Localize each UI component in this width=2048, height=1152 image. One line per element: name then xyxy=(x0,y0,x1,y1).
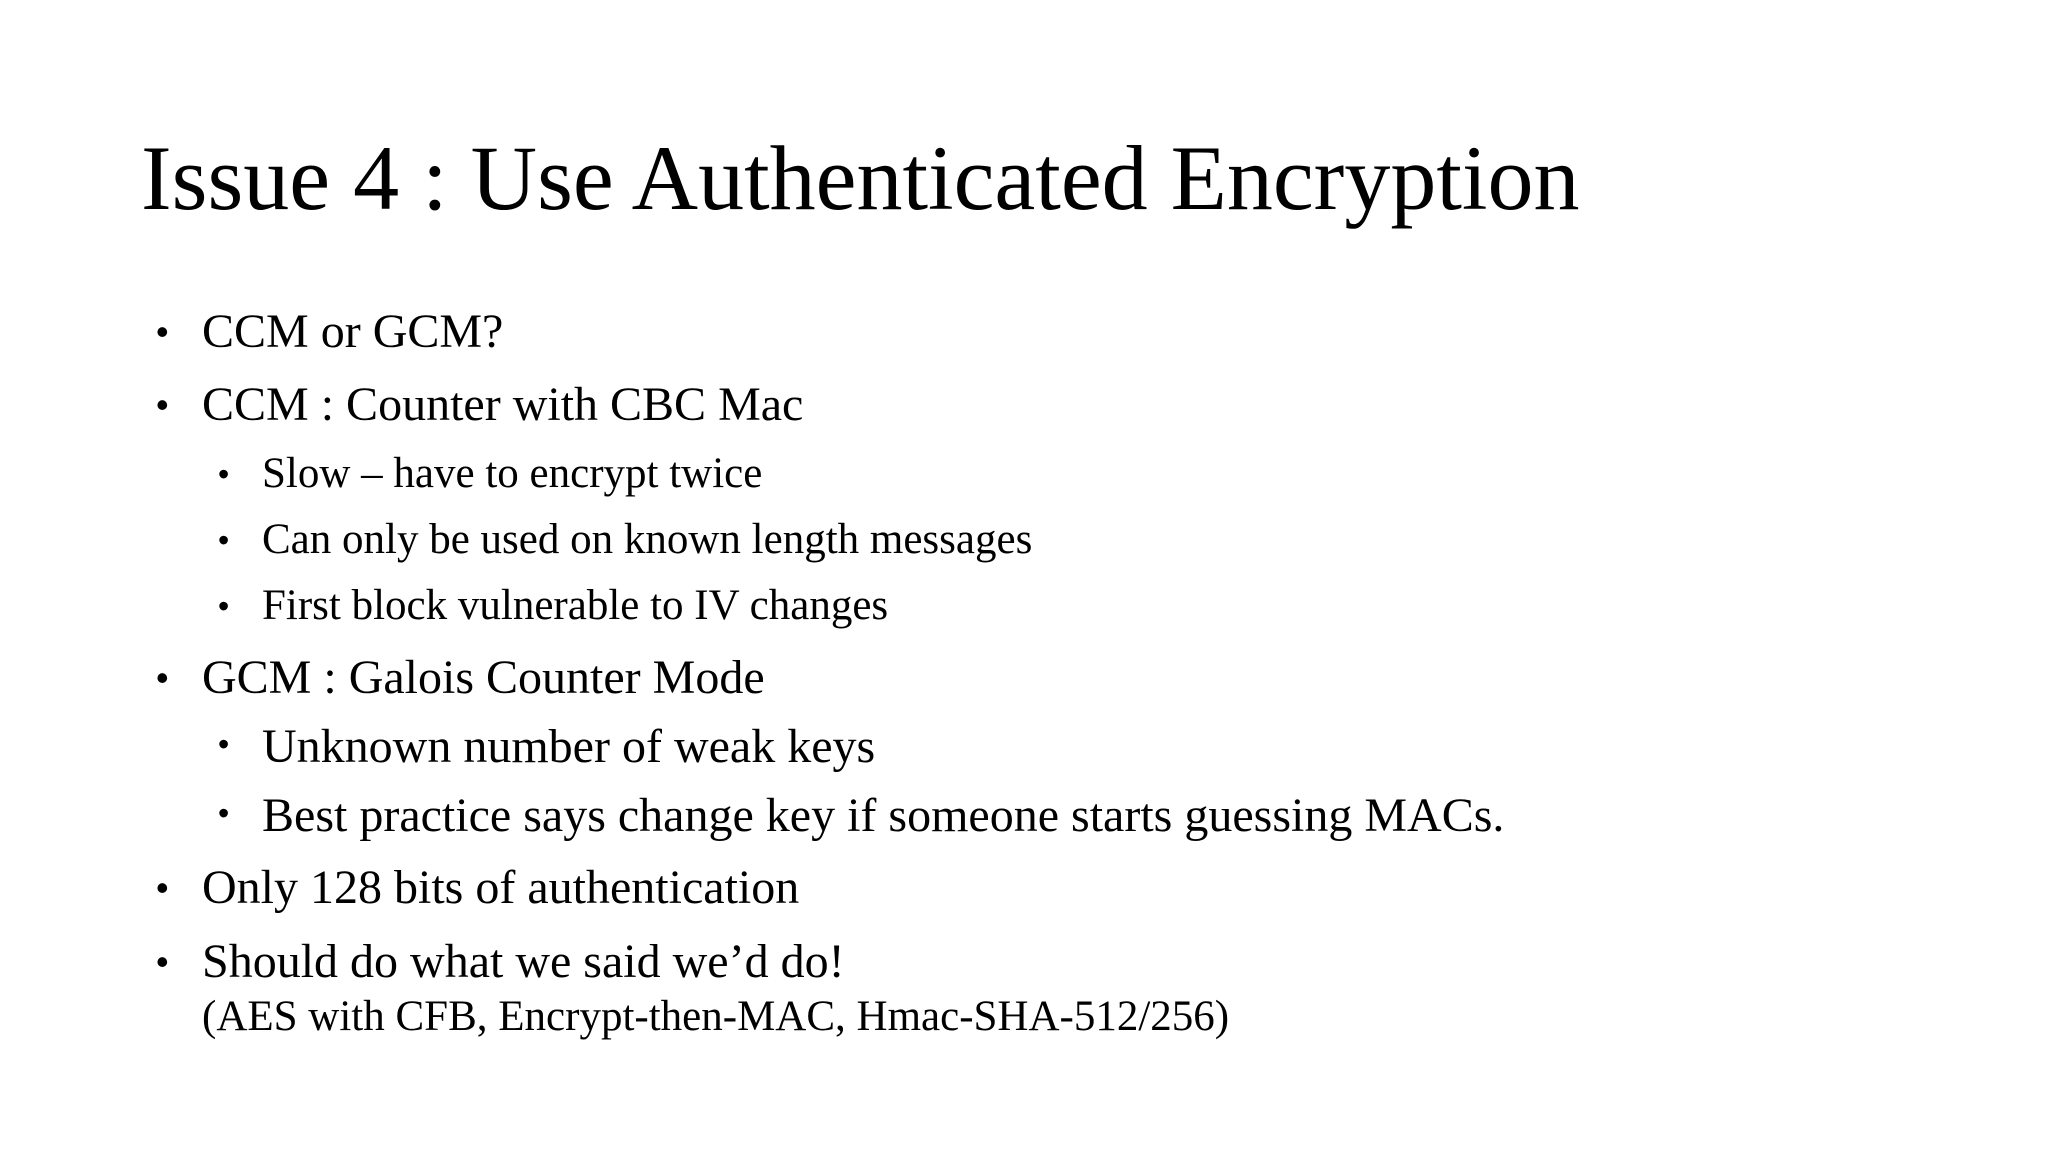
bullet-text: Only 128 bits of authentication xyxy=(202,861,800,914)
bullet-item xyxy=(156,648,765,708)
bullet-icon: • xyxy=(218,588,230,624)
bullet-icon: • xyxy=(156,657,169,698)
bullet-icon: • xyxy=(218,726,230,762)
sub-bullet-item xyxy=(218,579,889,633)
sub-bullet-item xyxy=(218,786,1505,846)
bullet-text: CCM or GCM? xyxy=(202,305,504,358)
sub-bullet-item xyxy=(218,447,763,501)
bullet-text: First block vulnerable to IV changes xyxy=(262,582,889,629)
bullet-item xyxy=(156,932,1230,1042)
bullet-text: Best practice says change key if someone starts guessing MACs. xyxy=(262,789,1505,842)
bullet-icon: • xyxy=(218,456,230,492)
bullet-text: GCM : Galois Counter Mode xyxy=(202,651,765,704)
bullet-text: CCM : Counter with CBC Mac xyxy=(202,378,804,431)
sub-bullet-item xyxy=(218,717,876,777)
bullet-text: Should do what we said we’d do! xyxy=(202,935,845,988)
bullet-continuation: (AES with CFB, Encrypt-then-MAC, Hmac-SHA-512/256) xyxy=(202,993,1230,1040)
bullet-icon: • xyxy=(156,941,169,982)
bullet-text: Can only be used on known length messages xyxy=(262,516,1033,563)
bullet-icon: • xyxy=(156,384,169,425)
bullet-text: Slow – have to encrypt twice xyxy=(262,450,763,497)
bullet-item xyxy=(156,302,504,362)
bullet-text: Unknown number of weak keys xyxy=(262,720,876,773)
slide-title: Issue 4 : Use Authenticated Encryption xyxy=(141,127,1580,229)
bullet-icon: • xyxy=(156,311,169,352)
bullet-item xyxy=(156,858,800,918)
bullet-icon: • xyxy=(218,522,230,558)
bullet-item xyxy=(156,375,804,435)
sub-bullet-item xyxy=(218,513,1033,567)
bullet-icon: • xyxy=(156,867,169,908)
bullet-icon: • xyxy=(218,795,230,831)
